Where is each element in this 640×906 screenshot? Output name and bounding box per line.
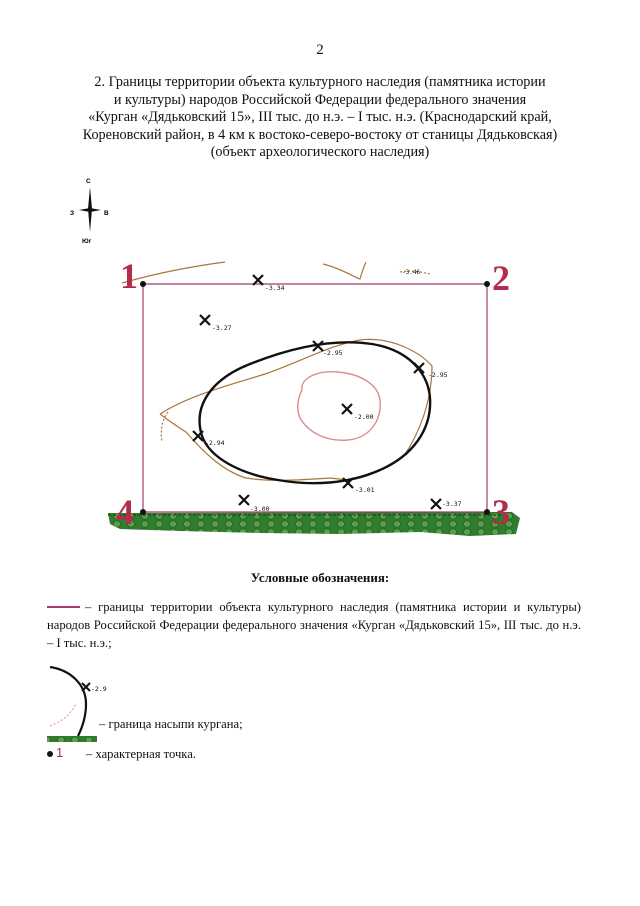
legend-point-text: – характерная точка. (86, 747, 196, 761)
legend-point-dot (47, 751, 53, 757)
title-line-1: 2. Границы территории объекта культурного наследия (памятника истории (94, 74, 546, 90)
compass-north-label: С (86, 178, 91, 185)
corner-point-4 (140, 509, 146, 515)
contour-line (323, 262, 366, 279)
page-number: 2 (316, 42, 324, 58)
legend-mound-text: – граница насыпи кургана; (99, 717, 243, 731)
compass-rose (70, 178, 109, 245)
svg-text:-3.27: -3.27 (212, 324, 232, 332)
terrain-contours (122, 262, 432, 480)
elevation-marker (342, 404, 374, 421)
contour-line (161, 412, 168, 442)
title-line-4: Кореновский район, в 4 км к востоко-северо-востоку от станицы Дядьковская) (82, 126, 558, 143)
svg-text:-3.01: -3.01 (355, 486, 375, 494)
legend-mound-sample (47, 660, 107, 742)
compass-needle-horizontal (79, 208, 101, 212)
corner-point-3 (484, 509, 490, 515)
vegetation-strip (108, 512, 520, 536)
elevation-marker (431, 499, 462, 509)
compass-west-label: З (70, 210, 75, 217)
svg-text:-3.37: -3.37 (442, 500, 462, 508)
legend-point-number: 1 (56, 745, 64, 760)
title-line-2: и культуры) народов Российской Федерации федерального значения (113, 91, 527, 108)
svg-text:-2.95: -2.95 (323, 349, 343, 357)
corner-label-2: 2 (492, 258, 510, 298)
legend-boundary-text: – границы территории объекта культурного наследия (памятника истории и культуры) народов Российской Федерации федерального значения «Курган «Дядьковский 15», III тыс. до н.э. – I тыс. н.э.; (47, 600, 581, 651)
svg-text:-3.34: -3.34 (265, 284, 285, 292)
mound-boundary (200, 342, 431, 483)
corner-label-4: 4 (116, 492, 134, 532)
inner-contour (298, 372, 380, 441)
elevation-marker (200, 315, 232, 332)
svg-text:-2.00: -2.00 (354, 413, 374, 421)
corner-label-3: 3 (492, 492, 510, 532)
corner-point-2 (484, 281, 490, 287)
site-boundary (143, 284, 487, 512)
elevation-label-top: -3.46 (402, 269, 421, 276)
title-line-3: «Курган «Дядьковский 15», III тыс. до н.э. – I тыс. н.э. (Краснодарский край, (88, 109, 552, 126)
compass-east-label: В (104, 210, 109, 217)
compass-south-label: Юг (82, 238, 92, 245)
corner-label-1: 1 (120, 256, 138, 296)
legend-heading: Условные обозначения: (250, 570, 390, 585)
svg-text:-2.95: -2.95 (428, 371, 448, 379)
svg-text:-3.00: -3.00 (250, 505, 270, 513)
legend-mound-label: -2.9 (91, 685, 107, 693)
corner-point-1 (140, 281, 146, 287)
title-line-5: (объект археологического наследия) (210, 144, 430, 161)
svg-text:-2.94: -2.94 (205, 439, 225, 447)
elevation-marker (239, 495, 270, 513)
elevation-markers (193, 269, 462, 513)
corner-points (116, 256, 510, 532)
